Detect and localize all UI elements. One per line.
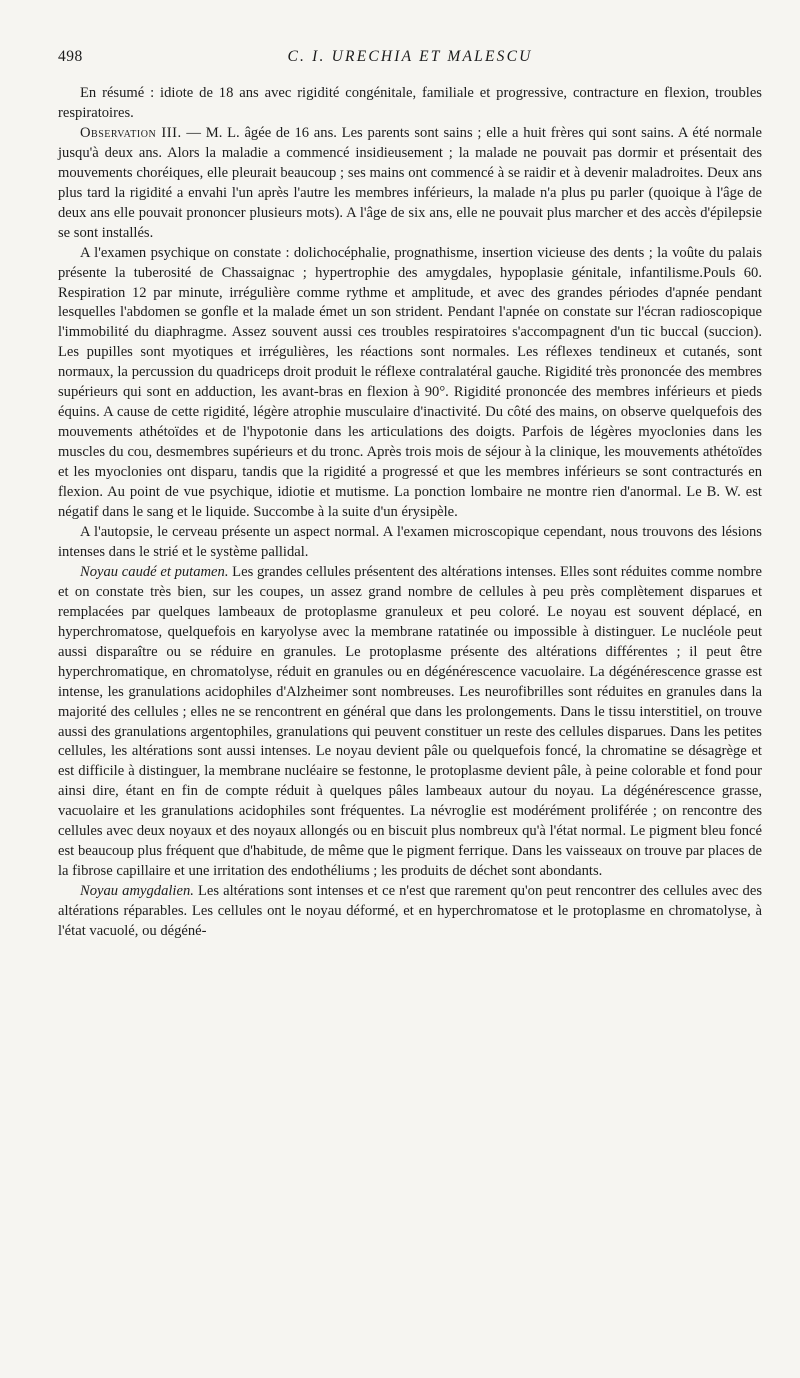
body-text — [58, 84, 762, 942]
paragraph-text: — M. L. âgée de 16 ans. Les parents sont sains ; elle a huit frères qui sont sains. A été normale jusqu'à deux ans. Alors la maladie a commencé insidieusement ; la malade ne pouvait pas dormir et présentait des mouvements choréiques, elle pleurait beaucoup ; ses mains ont commencé à se raidir et à devenir maladroites. Deux ans plus tard la rigidité a envahi l'un après l'autre les membres inférieurs, la malade n'a plus pu parler (quoique à l'âge de deux ans elle pouvait prononcer plusieurs mots). A l'âge de six ans, elle ne pouvait plus marcher et des accès d'épilepsie se sont installés. — [58, 124, 762, 241]
page-number: 498 — [58, 48, 83, 65]
paragraph-observation — [58, 124, 762, 244]
section-heading: Noyau amygdalien. — [80, 883, 194, 900]
paragraph-text: Les grandes cellules présentent des altérations intenses. Elles sont réduites comme nombre et on constate très bien, sur les coupes, un assez grand nombre de cellules à peu près complètement disparues et remplacées par quelques lambeaux de protoplasme granuleux et peu coloré. Le noyau est souvent déplacé, en hyperchromatose, quelquefois en karyolyse avec la membrane ratatinée ou impossible à distinguer. Le nucléole peut aussi disparaître ou se réduire en granules. Le protoplasme présente des altérations différentes ; il peut être hyperchromatique, en chromatolyse, réduit en granules ou en dégénérescence vacuolaire. La dégénérescence grasse est intense, les granulations acidophiles d'Alzheimer sont nombreuses. Les neurofibrilles sont réduites en granules dans la majorité des cellules ; elles ne se rencontrent en général que dans les prolongements. Dans le tissu interstitiel, on trouve aussi des granulations argentophiles, granulations qui peuvent constituer un reste des cellules disparues. Dans les petites cellules, les altérations sont aussi intenses. Le noyau devient pâle ou quelquefois foncé, la chromatine se désagrège et est difficile à distinguer, la membrane nucléaire se festonne, le protoplasme devient pâle, à peine colorable et fond pour ainsi dire, étant en fin de compte réduit à quelques pâles lambeaux autour du noyau. La dégénérescence grasse, vacuolaire et les granulations acidophiles sont fréquentes. La névroglie est modérément proliférée ; on rencontre des cellules avec deux noyaux et des noyaux allongés ou en biscuit plus nombreux qu'à l'état normal. Le pigment bleu foncé est beaucoup plus fréquent que d'habitude, de même que le pigment ferrique. Dans les vaisseaux on trouve par places de la fibrose capillaire et une irritation des endothéliums ; les produits de déchet sont abondants. — [58, 563, 762, 880]
page — [58, 48, 762, 942]
paragraph-autopsy — [58, 523, 762, 563]
paragraph-text: A l'examen psychique on constate : dolichocéphalie, prognathisme, insertion vicieuse des dents ; la voûte du palais présente la tuberosité de Chassaignac ; hypertrophie des amygdales, hypoplasie génitale, infantilisme.Pouls 60. Respiration 12 par minute, irrégulière comme rythme et amplitude, et avec des grandes périodes d'apnée pendant lesquelles l'abdomen se gonfle et la malade émet un son strident. Pendant l'apnée on constate sur l'écran radioscopique l'immobilité du diaphragme. Assez souvent aussi ces troubles respiratoires s'accompagnent d'un tic buccal (succion). Les pupilles sont myotiques et irrégulières, les réactions sont normales. Les réflexes tendineux et cutanés, sont normaux, la percussion du quadriceps droit produit le réflexe contralatéral gauche. Rigidité très prononcée des membres supérieurs qui sont en adduction, les avant-bras en flexion à 90°. Rigidité prononcée des membres inférieurs et pieds équins. A cause de cette rigidité, légère atrophie musculaire d'inactivité. Du côté des mains, on observe quelquefois des mouvements athétoïdes et de l'hypotonie dans les articulations des doigts. Parfois de légères myoclonies dans les muscles du cou, desmembres supérieurs et du tronc. Après trois mois de séjour à la clinique, les mouvements athétoïdes et les myoclonies ont disparu, tandis que la rigidité a progressé et que les membres inférieurs se sont contracturés en flexion. Au point de vue psychique, idiotie et mutisme. La ponction lombaire ne montre rien d'anormal. Le B. W. est négatif dans le sang et le liquide. Succombe à la suite d'un érysipèle. — [58, 244, 762, 521]
paragraph-amygdala — [58, 882, 762, 942]
paragraph-examination — [58, 244, 762, 523]
paragraph-text: Les altérations sont intenses et ce n'est que rarement qu'on peut rencontrer des cellules avec des altérations réparables. Les cellules ont le noyau déformé, et en hyperchromatose et le protoplasme en chromatolyse, à l'état vacuolé, ou dégéné- — [58, 883, 762, 940]
paragraph-text: A l'autopsie, le cerveau présente un aspect normal. A l'examen microscopique cependant, nous trouvons des lésions intenses dans le strié et le système pallidal. — [58, 523, 762, 560]
page-header — [58, 48, 762, 78]
paragraph-summary — [58, 84, 762, 124]
paragraph-caudate — [58, 563, 762, 882]
running-head: C. I. URECHIA ET MALESCU — [287, 48, 533, 65]
paragraph-text: En résumé : idiote de 18 ans avec rigidité congénitale, familiale et progressive, contracture en flexion, troubles respiratoires. — [58, 85, 762, 121]
section-heading: Noyau caudé et putamen. — [80, 563, 229, 580]
observation-heading: Observation III. — [80, 124, 182, 141]
